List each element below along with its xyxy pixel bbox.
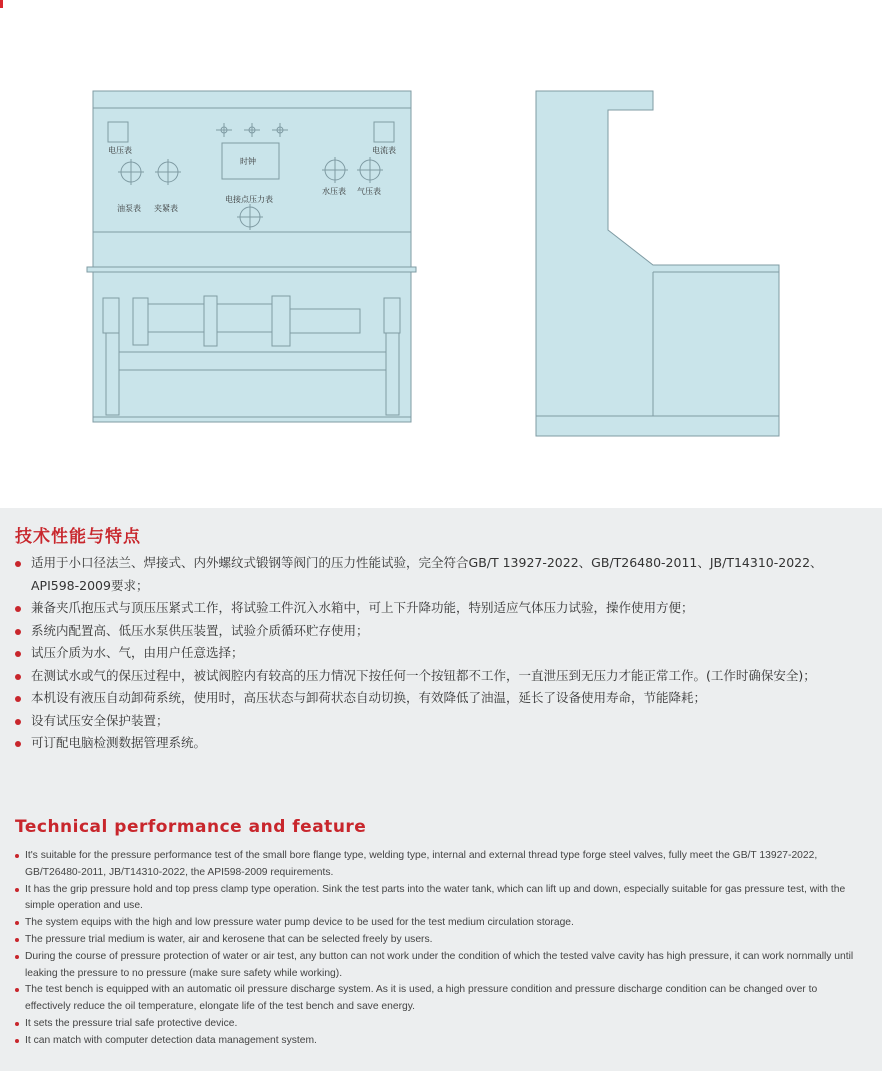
en-feature-item: It sets the pressure trial safe protective device. <box>15 1016 865 1033</box>
cn-feature-item: 在测试水或气的保压过程中，被试阀腔内有较高的压力情况下按任何一个按钮都不工作，一直泄压到无压力才能正常工作。(工作时确保安全)； <box>15 665 865 688</box>
clamp-gauge-label: 夹紧表 <box>154 204 178 213</box>
cn-feature-item: 适用于小口径法兰、焊接式、内外螺纹式锻钢等阀门的压力性能试验，完全符合GB/T 13927-2022、GB/T26480-2011、JB/T14310-2022、API598-2009要求； <box>15 552 865 597</box>
en-feature-item: It's suitable for the pressure performance test of the small bore flange type, welding type, internal and external thread type forge steel valves, fully meet the GB/T 13927-2022, GB/T26480-2011, JB/T14310-2022, the API598-2009 requirements. <box>15 848 865 882</box>
left-column <box>103 298 119 333</box>
water-gauge-label: 水压表 <box>322 187 346 196</box>
en-feature-item: The system equips with the high and low pressure water pump device to be used for the test medium circulation storage. <box>15 915 865 932</box>
ammeter-box <box>374 122 394 142</box>
cn-feature-item: 本机设有液压自动卸荷系统，使用时，高压状态与卸荷状态自动切换，有效降低了油温，延长了设备使用寿命，节能降耗； <box>15 687 865 710</box>
bullet-icon <box>15 719 21 725</box>
left-flange <box>133 298 148 345</box>
contact-pressure-gauge-label: 电接点压力表 <box>225 195 273 204</box>
bullet-icon <box>15 988 19 992</box>
cn-feature-list <box>15 552 865 755</box>
cn-feature-item: 可订配电脑检测数据管理系统。 <box>15 732 865 755</box>
bullet-icon <box>15 651 21 657</box>
bullet-icon <box>15 1022 19 1026</box>
cn-section-title: 技术性能与特点 <box>15 527 141 547</box>
machine-drawing-svg <box>0 60 882 460</box>
en-feature-list <box>15 848 865 1050</box>
oil-pump-gauge-label: 油泵表 <box>117 204 141 213</box>
bullet-icon <box>15 606 21 612</box>
cylinder-flange <box>272 296 290 346</box>
hydraulic-cylinder <box>290 309 360 333</box>
voltmeter-label: 电压表 <box>108 146 132 155</box>
front-tabletop <box>87 267 416 272</box>
cn-feature-item: 试压介质为水、气，由用户任意选择； <box>15 642 865 665</box>
en-section-title: Technical performance and feature <box>15 817 367 837</box>
bullet-icon <box>15 955 19 959</box>
en-feature-item: It can match with computer detection data management system. <box>15 1033 865 1050</box>
machine-drawings <box>0 60 882 460</box>
bullet-icon <box>15 921 19 925</box>
middle-flange <box>204 296 217 346</box>
bullet-icon <box>15 938 19 942</box>
bullet-icon <box>15 1039 19 1043</box>
bullet-icon <box>15 741 21 747</box>
en-feature-item: The test bench is equipped with an automatic oil pressure discharge system. As it is used, a high pressure condition and pressure discharge condition can be changed over to effectively reduce the oil temperature, elongate life of the test bench and save energy. <box>15 982 865 1016</box>
page-corner-mark <box>0 0 3 8</box>
bullet-icon <box>15 888 19 892</box>
bullet-icon <box>15 561 21 567</box>
ammeter-label: 电流表 <box>372 146 396 155</box>
specifications-panel <box>0 508 882 1071</box>
front-base <box>93 272 411 422</box>
lift-beam <box>119 352 386 370</box>
bullet-icon <box>15 854 19 858</box>
en-feature-item: During the course of pressure protection of water or air test, any button can not work under the condition of which the tested valve cavity has high pressure, it can work nornmally until leaking the pressure to no pressure (make sure safety while working). <box>15 949 865 983</box>
cn-feature-item: 系统内配置高、低压水泵供压装置，试验介质循环贮存使用； <box>15 620 865 643</box>
air-gauge-label: 气压表 <box>357 187 381 196</box>
en-feature-item: The pressure trial medium is water, air and kerosene that can be selected freely by users. <box>15 932 865 949</box>
bullet-icon <box>15 674 21 680</box>
cn-feature-item: 设有试压安全保护装置； <box>15 710 865 733</box>
en-feature-item: It has the grip pressure hold and top press clamp type operation. Sink the test parts into the water tank, which can lift up and down, especially suitable for gas pressure test, with the simple operation and use. <box>15 882 865 916</box>
cn-feature-item: 兼备夹爪抱压式与顶压压紧式工作，将试验工件沉入水箱中，可上下升降功能，特别适应气体压力试验，操作使用方便； <box>15 597 865 620</box>
clock-label: 时钟 <box>240 157 256 166</box>
voltmeter-box <box>108 122 128 142</box>
side-view-body <box>536 91 779 436</box>
bullet-icon <box>15 696 21 702</box>
right-column <box>384 298 400 333</box>
bullet-icon <box>15 629 21 635</box>
